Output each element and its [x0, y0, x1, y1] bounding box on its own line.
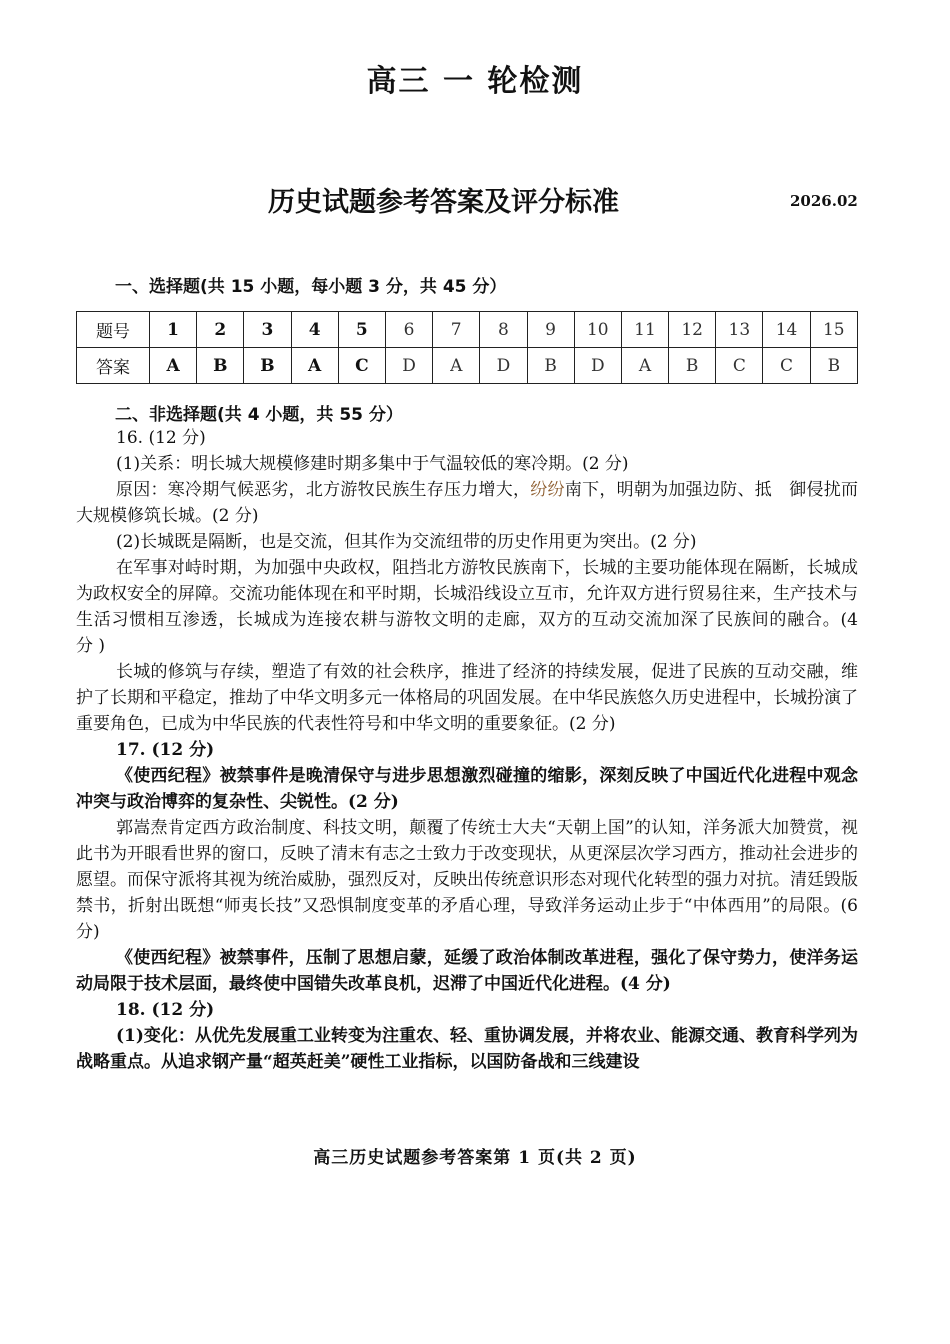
q17-paragraph-analysis: 郭嵩焘肯定西方政治制度、科技文明，颠覆了传统士大夫“天朝上国”的认知，洋务派大加赞赏，视此书为开眼看世界的窗口，反映了清末有志之士致力于改变现状，从更深层次学习西方，推动社会进步的愿望。而保守派将其视为统治威胁，强烈反对，反映出传统意识形态对现代化转型的强力对抗。清廷毁版禁书，折射出既想“师夷长技”又恐惧制度变革的矛盾心理，导致洋务运动止步于“中体西用”的局限。(6 分): [76, 818, 858, 942]
answer-table: [76, 311, 858, 384]
q16-reason-text-b: 南下，明朝为加强边防、抵 御侵扰而大规模修筑长城。(2 分): [76, 480, 859, 526]
answer-cell: C: [716, 348, 763, 384]
question-number-cell: 10: [574, 312, 621, 348]
q16-paragraph-relation: (1)关系：明长城大规模修建时期多集中于气温较低的寒冷期。(2 分): [116, 454, 629, 474]
answer-body: [76, 425, 875, 1075]
question-number-cell: 14: [763, 312, 810, 348]
q16-paragraph-part2: (2)长城既是隔断，也是交流，但其作为交流纽带的历史作用更为突出。(2 分): [116, 532, 697, 552]
answer-cell: B: [527, 348, 574, 384]
q16-reason-highlight: 纷纷: [530, 480, 565, 500]
exam-title: 高三 一 轮检测: [366, 64, 584, 99]
answer-cell: D: [385, 348, 432, 384]
question-16-label: 16. (12 分): [116, 428, 206, 448]
answer-cell: C: [763, 348, 810, 384]
question-number-cell: 2: [197, 312, 244, 348]
answer-cell: B: [810, 348, 857, 384]
question-number-cell: 6: [385, 312, 432, 348]
section-heading-open-questions: 二、非选择题(共 4 小题，共 55 分）: [115, 405, 403, 425]
answer-cell: A: [433, 348, 480, 384]
page-footer: 高三历史试题参考答案第 1 页(共 2 页): [313, 1148, 637, 1168]
q17-paragraph-thesis: 《使西纪程》被禁事件是晚清保守与进步思想激烈碰撞的缩影，深刻反映了中国近代化进程中观念冲突与政治博弈的复杂性、尖锐性。(2 分): [76, 766, 858, 812]
question-17-label: 17. (12 分): [116, 740, 215, 760]
question-number-cell: 13: [716, 312, 763, 348]
document-date: 2026.02: [790, 192, 858, 210]
answer-cell: B: [244, 348, 291, 384]
row-label-question: 题号: [77, 312, 150, 348]
question-number-cell: 7: [433, 312, 480, 348]
answer-cell: A: [291, 348, 338, 384]
q16-paragraph-reason: [76, 477, 858, 529]
question-number-cell: 3: [244, 312, 291, 348]
answer-cell: D: [480, 348, 527, 384]
q18-paragraph-change: (1)变化：从优先发展重工业转变为注重农、轻、重协调发展，并将农业、能源交通、教育科学列为战略重点。从追求钢产量“超英赶美”硬性工业指标，以国防备战和三线建设: [76, 1026, 858, 1072]
document-title: 历史试题参考答案及评分标准: [268, 187, 619, 218]
question-number-cell: 12: [669, 312, 716, 348]
answer-row: [77, 348, 858, 384]
q16-paragraph-function: 在军事对峙时期，为加强中央政权，阻挡北方游牧民族南下，长城的主要功能体现在隔断，长城成为政权安全的屏障。交流功能体现在和平时期，长城沿线设立互市，允许双方进行贸易往来，生产技术与生活习惯相互渗透，长城成为连接农耕与游牧文明的走廊，双方的互动交流加深了民族间的融合。(4 分 ): [76, 558, 875, 656]
question-18-label: 18. (12 分): [116, 1000, 215, 1020]
question-number-cell: 8: [480, 312, 527, 348]
answer-cell: D: [574, 348, 621, 384]
row-label-answer: 答案: [77, 348, 150, 384]
section-heading-multiple-choice: 一、选择题(共 15 小题，每小题 3 分，共 45 分）: [115, 277, 507, 297]
question-number-cell: 9: [527, 312, 574, 348]
q16-paragraph-significance: 长城的修筑与存续，塑造了有效的社会秩序，推进了经济的持续发展，促进了民族的互动交融，维护了长期和平稳定，推劫了中华文明多元一体格局的巩固发展。在中华民族悠久历史进程中，长城扮演了重要角色，已成为中华民族的代表性符号和中华文明的重要象征。(2 分): [76, 662, 858, 734]
question-number-cell: 11: [621, 312, 668, 348]
answer-cell: A: [150, 348, 197, 384]
answer-cell: A: [621, 348, 668, 384]
question-number-cell: 5: [338, 312, 385, 348]
question-number-row: [77, 312, 858, 348]
question-number-cell: 4: [291, 312, 338, 348]
question-number-cell: 1: [150, 312, 197, 348]
question-number-cell: 15: [810, 312, 857, 348]
answer-cell: B: [669, 348, 716, 384]
answer-cell: C: [338, 348, 385, 384]
answer-cell: B: [197, 348, 244, 384]
q17-paragraph-impact: 《使西纪程》被禁事件，压制了思想启蒙，延缓了政治体制改革进程，强化了保守势力，使洋务运动局限于技术层面，最终使中国错失改革良机，迟滞了中国近代化进程。(4 分): [76, 948, 858, 994]
q16-reason-text-a: 原因：寒冷期气候恶劣，北方游牧民族生存压力增大，: [116, 480, 531, 500]
